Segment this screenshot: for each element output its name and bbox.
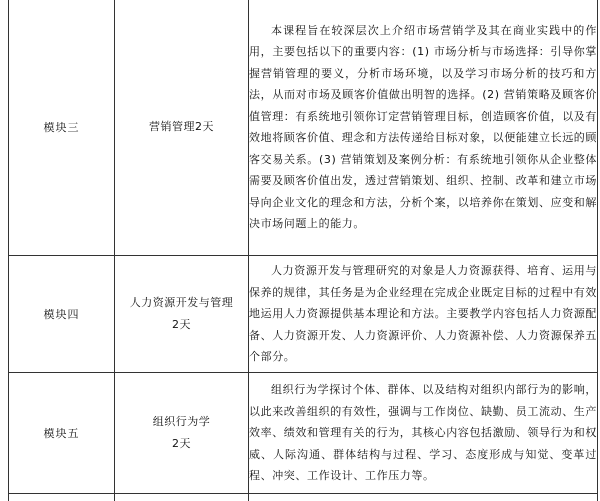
course-description-cell: 本课程旨在较深层次上介绍市场营销学及其在商业实践中的作用，主要包括以下的重要内容：(1) 市场分析与市场选择：引导你掌握营销管理的要义，分析市场环境，以及学习市场分析的技巧和方法，从而对市场及顾客价值做出明智的选择。(2) 营销策略及顾客价值管理：有系统地引领你订定营销管理目标，创造顾客价值，以及有效地将顾客价值、理念和方法传递给目标对象，以便能建立长远的顾客交易关系。(3) 营销策划及案例分析：有系统地引领你从企业整体需要及顾客价值出发，透过营销策划、组织、控制、改革和建立市场导向企业文化的理念和方法，分析个案，以培养你在策划、应变和解决市场问题上的能力。 [249,0,598,256]
course-name-line: 人力资源开发与管理 [129,296,234,309]
empty-cell [115,494,249,501]
table-row-module-3 [9,0,598,256]
course-name-line: 营销管理2天 [149,120,214,133]
course-description-cell: 组织行为学探讨个体、群体、以及结构对组织内部行为的影响，以此来改善组织的有效性，强调与工作岗位、缺勤、员工流动、生产效率、绩效和管理有关的行为，其核心内容包括激励、领导行为和权威、人际沟通、群体结构与过程、学习、态度形成与知觉、变革过程、冲突、工作设计、工作压力等。 [249,373,598,494]
table-row-cut-off [9,494,598,501]
course-description-cell: 人力资源开发与管理研究的对象是人力资源获得、培育、运用与保养的规律，其任务是为企业经理在完成企业既定目标的过程中有效地运用人力资源提供基本理论和方法。主要教学内容包括人力资源配备、人力资源开发、人力资源评价、人力资源补偿、人力资源保养五个部分。 [249,256,598,373]
empty-cell [249,494,598,501]
course-module-table [8,0,598,501]
course-name-cell [115,0,249,256]
course-name-cell [115,256,249,373]
course-name-line: 组织行为学 [152,415,211,428]
module-label-cell: 模块三 [9,0,115,256]
empty-cell [9,494,115,501]
course-name-cell [115,373,249,494]
module-label-cell: 模块五 [9,373,115,494]
table-row-module-4 [9,256,598,373]
course-duration-line: 2天 [172,437,191,450]
module-label-cell: 模块四 [9,256,115,373]
course-duration-line: 2天 [172,318,191,331]
table-row-module-5 [9,373,598,494]
